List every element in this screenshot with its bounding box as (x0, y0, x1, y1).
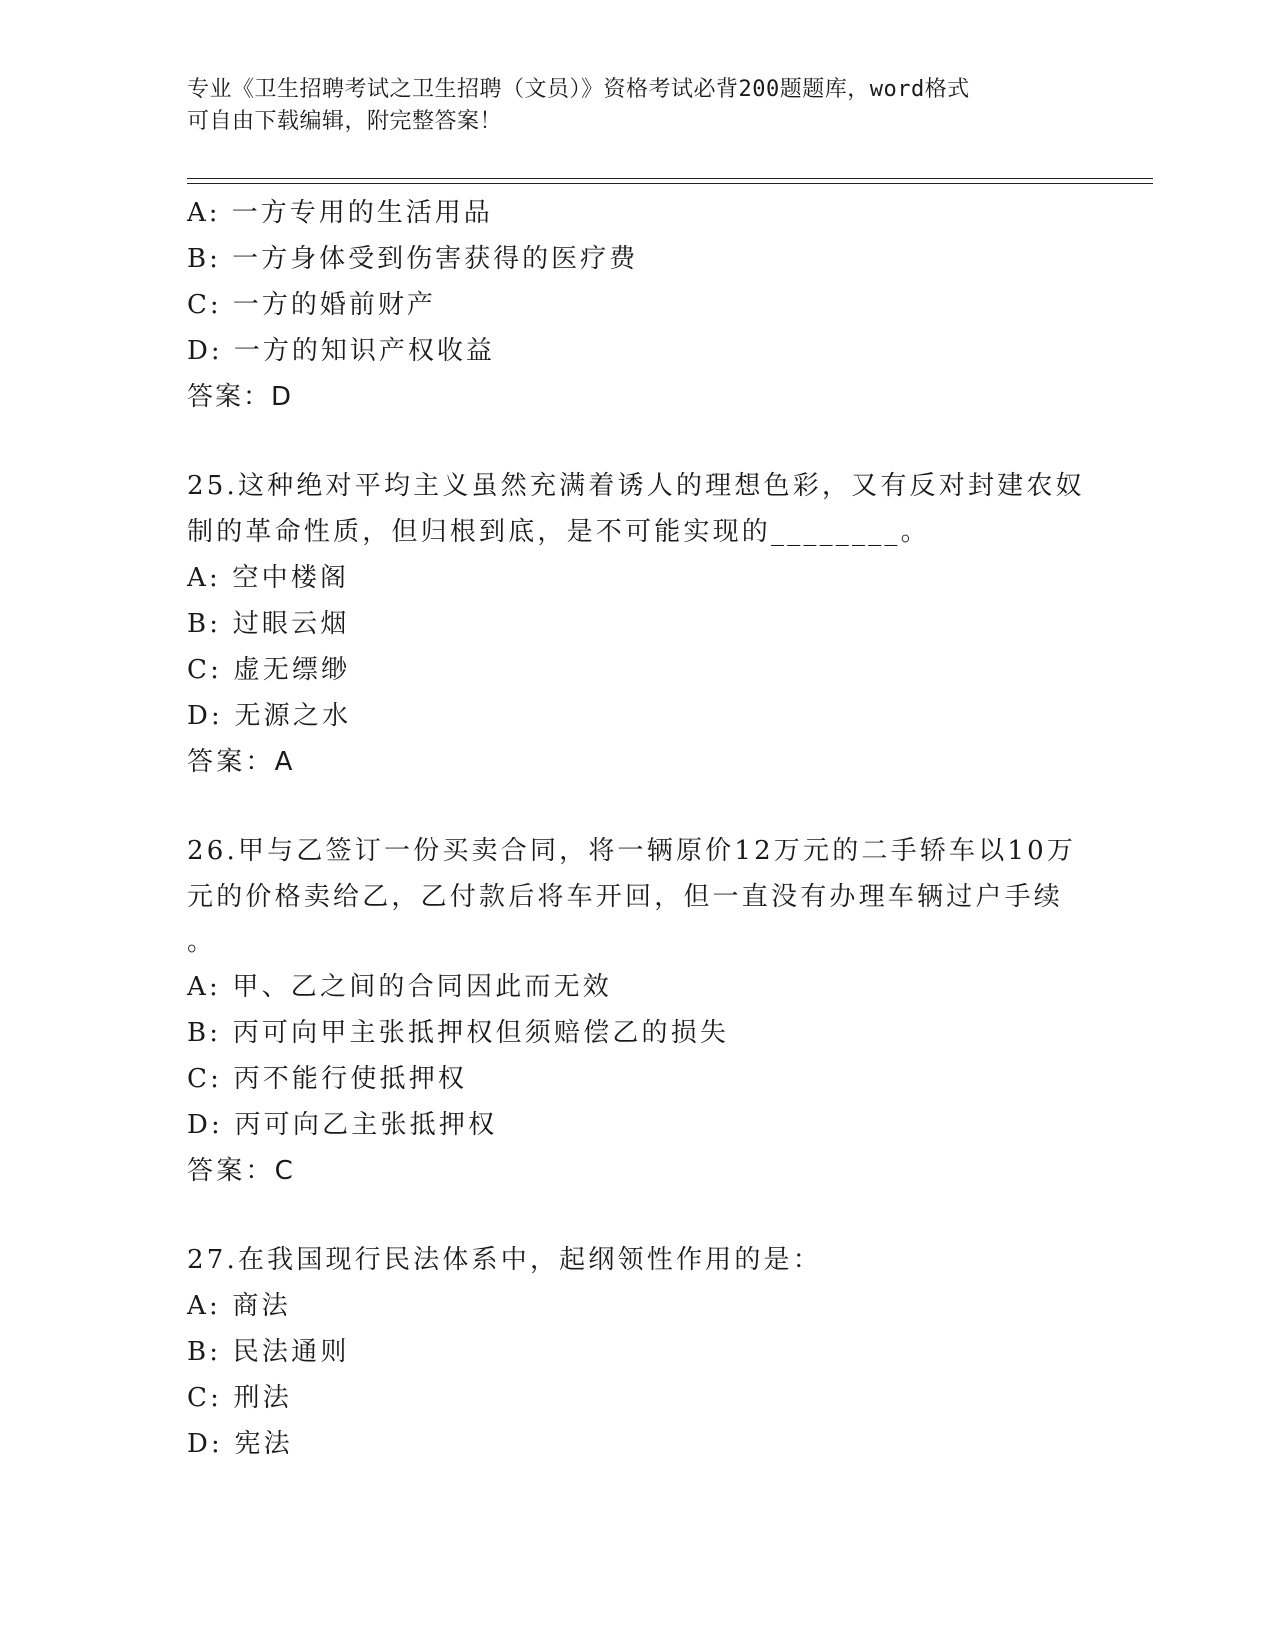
option-b: B: 民法通则 (187, 1337, 350, 1367)
option-a: A: 一方专用的生活用品 (187, 198, 493, 228)
header-title-line-2: 可自由下载编辑，附完整答案！ (187, 109, 503, 134)
option-a: A: 空中楼阁 (187, 563, 350, 593)
spacer (187, 785, 1087, 828)
header-divider-top (187, 178, 1153, 179)
question-stem-line: 25.这种绝对平均主义虽然充满着诱人的理想色彩，又有反对封建农奴 (187, 471, 1085, 501)
option-a: A: 甲、乙之间的合同因此而无效 (187, 972, 613, 1002)
option-a: A: 商法 (187, 1291, 291, 1321)
option-b: B: 过眼云烟 (187, 609, 350, 639)
question-stem-line: 26.甲与乙签订一份买卖合同，将一辆原价12万元的二手轿车以10万 (187, 836, 1077, 866)
option-d: D: 丙可向乙主张抵押权 (187, 1110, 498, 1140)
question-24 (187, 190, 1087, 420)
option-d: D: 无源之水 (187, 701, 352, 731)
option-b: B: 一方身体受到伤害获得的医疗费 (187, 244, 639, 274)
answer-line: 答案：A (187, 747, 296, 777)
document-header (187, 74, 1087, 138)
option-c: C: 一方的婚前财产 (187, 290, 436, 320)
header-title-line-1: 专业《卫生招聘考试之卫生招聘（文员）》资格考试必背200题题库，word格式 (187, 77, 970, 102)
option-c: C: 丙不能行使抵押权 (187, 1064, 468, 1094)
option-c: C: 刑法 (187, 1383, 292, 1413)
question-26 (187, 828, 1087, 1194)
option-d: D: 一方的知识产权收益 (187, 336, 495, 366)
question-stem-line: 制的革命性质，但归根到底，是不可能实现的________。 (187, 517, 930, 547)
option-c: C: 虚无缥缈 (187, 655, 351, 685)
answer-line: 答案：C (187, 1156, 296, 1186)
question-25 (187, 463, 1087, 785)
question-27 (187, 1237, 1087, 1467)
option-b: B: 丙可向甲主张抵押权但须赔偿乙的损失 (187, 1018, 730, 1048)
question-stem-line: 元的价格卖给乙，乙付款后将车开回，但一直没有办理车辆过户手续 (187, 882, 1064, 912)
spacer (187, 420, 1087, 463)
spacer (187, 1194, 1087, 1237)
question-stem-line: 。 (187, 927, 217, 957)
header-divider-bottom (187, 183, 1153, 184)
option-d: D: 宪法 (187, 1429, 293, 1459)
answer-line: 答案：D (187, 382, 294, 412)
question-list (187, 190, 1087, 1467)
question-stem-line: 27.在我国现行民法体系中，起纲领性作用的是： (187, 1245, 822, 1275)
